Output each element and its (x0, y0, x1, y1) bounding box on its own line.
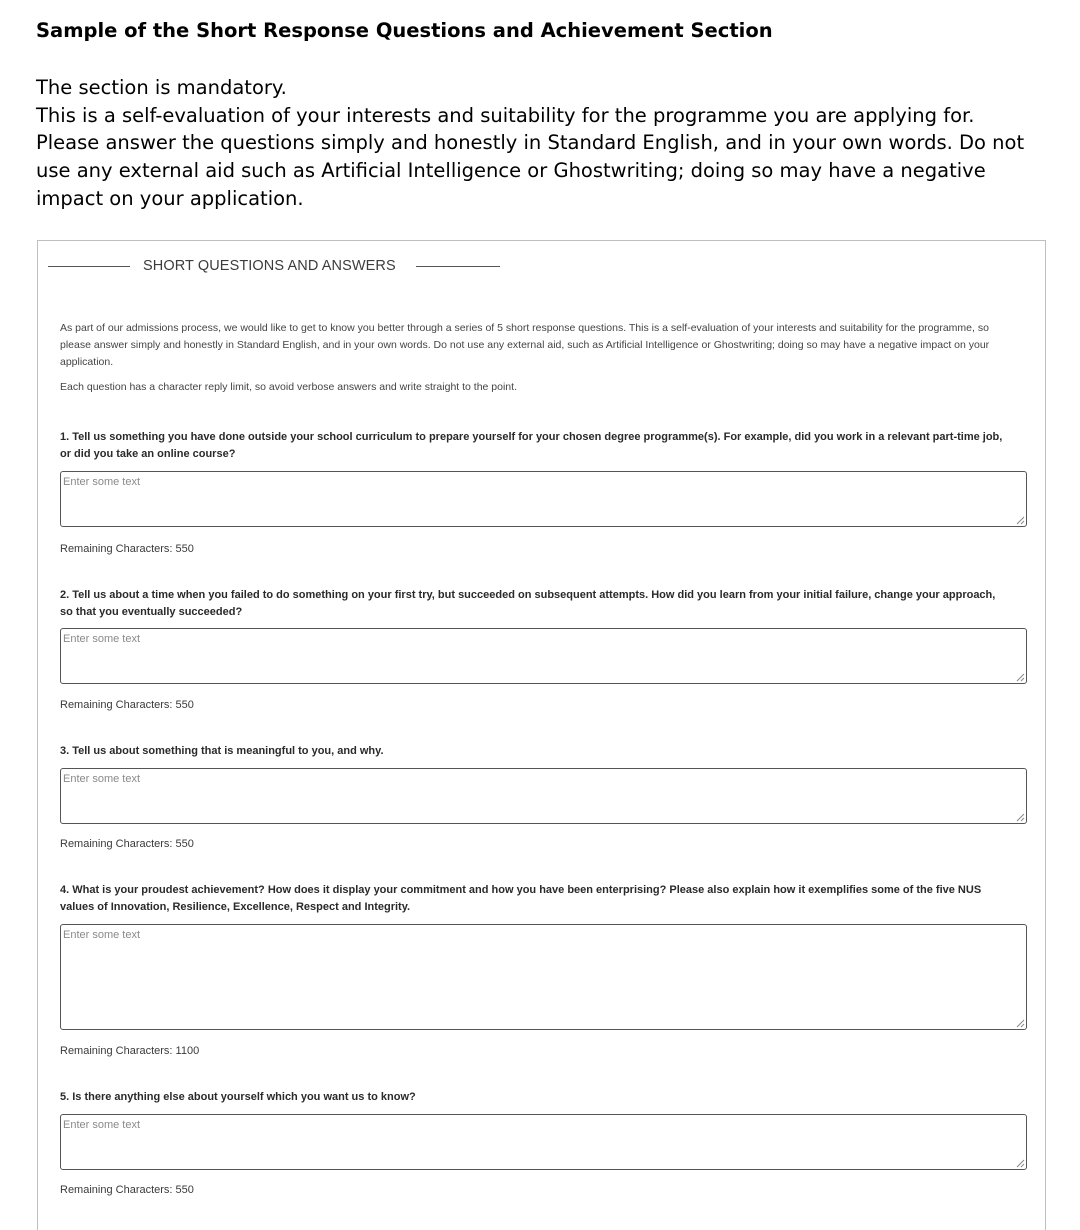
legend-rule-right (416, 266, 500, 267)
intro-line-self-evaluation: This is a self-evaluation of your interests and suitability for the programme you are applying for. (36, 103, 975, 127)
intro-line-instructions: Please answer the questions simply and honestly in Standard English, and in your own words. Do not use any external aid such as Artificial Intelligence or Ghostwriting; doing so may have a negative impact on your application. (36, 131, 1025, 210)
answer-1-textarea[interactable] (60, 471, 1027, 527)
answer-4-remaining-characters: Remaining Characters: 1100 (60, 1045, 200, 1057)
resize-grip-icon[interactable] (1016, 516, 1025, 525)
form-instructions (60, 320, 1020, 396)
question-5: 5. Is there anything else about yourself which you want us to know? (60, 1091, 416, 1103)
answer-2-placeholder: Enter some text (63, 633, 141, 645)
answer-5-textarea[interactable] (60, 1114, 1027, 1170)
question-1: 1. Tell us something you have done outside your school curriculum to prepare yourself for your chosen degree programme(s). For example, did you work in a relevant part-time job, or did you take an online course? (60, 431, 1003, 460)
resize-grip-icon[interactable] (1016, 673, 1025, 682)
answer-3-remaining-characters: Remaining Characters: 550 (60, 838, 194, 850)
answer-3-textarea[interactable] (60, 768, 1027, 824)
document-title: Sample of the Short Response Questions and Achievement Section (36, 19, 773, 42)
answer-1-remaining-characters: Remaining Characters: 550 (60, 543, 194, 555)
section-legend: SHORT QUESTIONS AND ANSWERS (143, 258, 396, 274)
legend-rule-left (48, 266, 130, 267)
resize-grip-icon[interactable] (1016, 813, 1025, 822)
answer-3-placeholder: Enter some text (63, 773, 141, 785)
answer-4-textarea[interactable] (60, 924, 1027, 1030)
intro-text (36, 74, 1056, 213)
intro-line-mandatory: The section is mandatory. (36, 76, 287, 99)
answer-1-placeholder: Enter some text (63, 476, 141, 488)
resize-grip-icon[interactable] (1016, 1019, 1025, 1028)
instructions-paragraph: As part of our admissions process, we would like to get to know you better through a series of 5 short response questions. This is a self-evaluation of your interests and suitability for the programme, so please answer simply and honestly in Standard English, and in your own words. Do not use any external aid, such as Artificial Intelligence or Ghostwriting; doing so may have a negative impact on your application. (60, 322, 990, 368)
answer-5-placeholder: Enter some text (63, 1119, 141, 1131)
answer-5-remaining-characters: Remaining Characters: 550 (60, 1184, 194, 1196)
character-limit-note: Each question has a character reply limit, so avoid verbose answers and write straight to the point. (60, 381, 517, 393)
question-3: 3. Tell us about something that is meaningful to you, and why. (60, 745, 384, 757)
resize-grip-icon[interactable] (1016, 1159, 1025, 1168)
question-4: 4. What is your proudest achievement? How does it display your commitment and how you have been enterprising? Please also explain how it exemplifies some of the five NUS values of Innovation, Resilience, Excellence, Respect and Integrity. (60, 884, 982, 913)
short-questions-panel (37, 240, 1046, 1230)
answer-2-remaining-characters: Remaining Characters: 550 (60, 699, 194, 711)
answer-2-textarea[interactable] (60, 628, 1027, 684)
question-2: 2. Tell us about a time when you failed to do something on your first try, but succeeded on subsequent attempts. How did you learn from your initial failure, change your approach, so that you eventually succeeded? (60, 589, 996, 618)
answer-4-placeholder: Enter some text (63, 929, 141, 941)
